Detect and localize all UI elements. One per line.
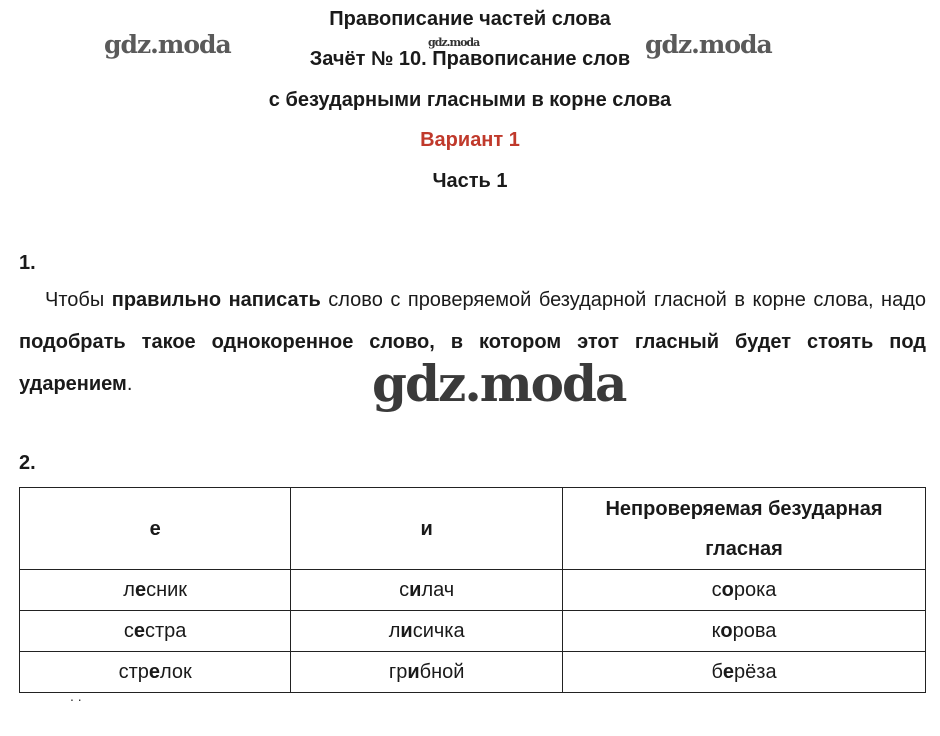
- table-cell: [291, 570, 563, 611]
- header-e: е: [20, 488, 291, 570]
- table-cell: [20, 611, 291, 652]
- header-unverifiable: Непроверяемая безударная гласная: [563, 488, 926, 570]
- task-1-bold-2: подобрать такое однокоренное слово, в котором этот гласный будет стоять под ударением: [19, 331, 926, 395]
- table-cell: [563, 611, 926, 652]
- table-cell: [291, 652, 563, 693]
- task-1-text-1: Чтобы: [45, 289, 112, 311]
- highlighted-vowel: и: [407, 660, 420, 683]
- watermark-large: gdz.moda: [372, 354, 626, 413]
- section-title: Правописание частей слова: [329, 8, 611, 30]
- word-part: л: [123, 578, 135, 601]
- task-1-number: 1.: [19, 252, 36, 274]
- word-part: стр: [118, 660, 149, 683]
- word-part: л: [388, 619, 401, 642]
- table-cell: [563, 652, 926, 693]
- table-cell: [20, 652, 291, 693]
- word-part: с: [399, 578, 410, 601]
- highlighted-vowel: е: [133, 619, 146, 642]
- vowels-table: [19, 487, 926, 693]
- word-part: бной: [419, 660, 465, 683]
- table-cell: [563, 570, 926, 611]
- task-1-text-3: .: [126, 373, 133, 395]
- highlighted-vowel: о: [720, 619, 733, 642]
- table-row: [20, 611, 926, 652]
- word-part: рёза: [734, 660, 777, 683]
- word-part: лач: [421, 578, 455, 601]
- task-1-bold-1: правильно написать: [111, 289, 321, 311]
- word-part: лок: [159, 660, 192, 683]
- word-part: б: [711, 660, 723, 683]
- highlighted-vowel: и: [400, 619, 413, 642]
- task-2-number: 2.: [19, 452, 36, 474]
- table-cell: [20, 570, 291, 611]
- word-part: стра: [145, 619, 187, 642]
- header-i: и: [291, 488, 563, 570]
- word-part: с: [123, 619, 134, 642]
- word-part: сичка: [412, 619, 465, 642]
- watermark-left: gdz.moda: [104, 30, 231, 59]
- part-label: Часть 1: [432, 170, 508, 192]
- table-row: [20, 570, 926, 611]
- table-header-row: [20, 488, 926, 570]
- test-subtitle: с безударными гласными в корне слова: [268, 89, 672, 111]
- table-row: [20, 652, 926, 693]
- word-part: рока: [733, 578, 777, 601]
- highlighted-vowel: и: [409, 578, 422, 601]
- table-cell: [291, 611, 563, 652]
- word-part: к: [711, 619, 721, 642]
- word-part: рова: [732, 619, 777, 642]
- highlighted-vowel: о: [721, 578, 734, 601]
- highlighted-vowel: е: [148, 660, 160, 683]
- word-part: с: [711, 578, 722, 601]
- watermark-center-small: gdz.moda: [428, 36, 480, 49]
- test-title: Зачёт № 10. Правописание слов: [309, 48, 631, 70]
- highlighted-vowel: е: [722, 660, 735, 683]
- watermark-right: gdz.moda: [645, 30, 772, 59]
- highlighted-vowel: е: [134, 578, 147, 601]
- word-part: сник: [146, 578, 188, 601]
- trailing-dots: . .: [70, 688, 82, 704]
- word-part: гр: [388, 660, 408, 683]
- variant-label: Вариант 1: [420, 129, 520, 151]
- task-1-text-2: слово с проверяемой безударной гласной в корне слова, надо: [320, 289, 927, 311]
